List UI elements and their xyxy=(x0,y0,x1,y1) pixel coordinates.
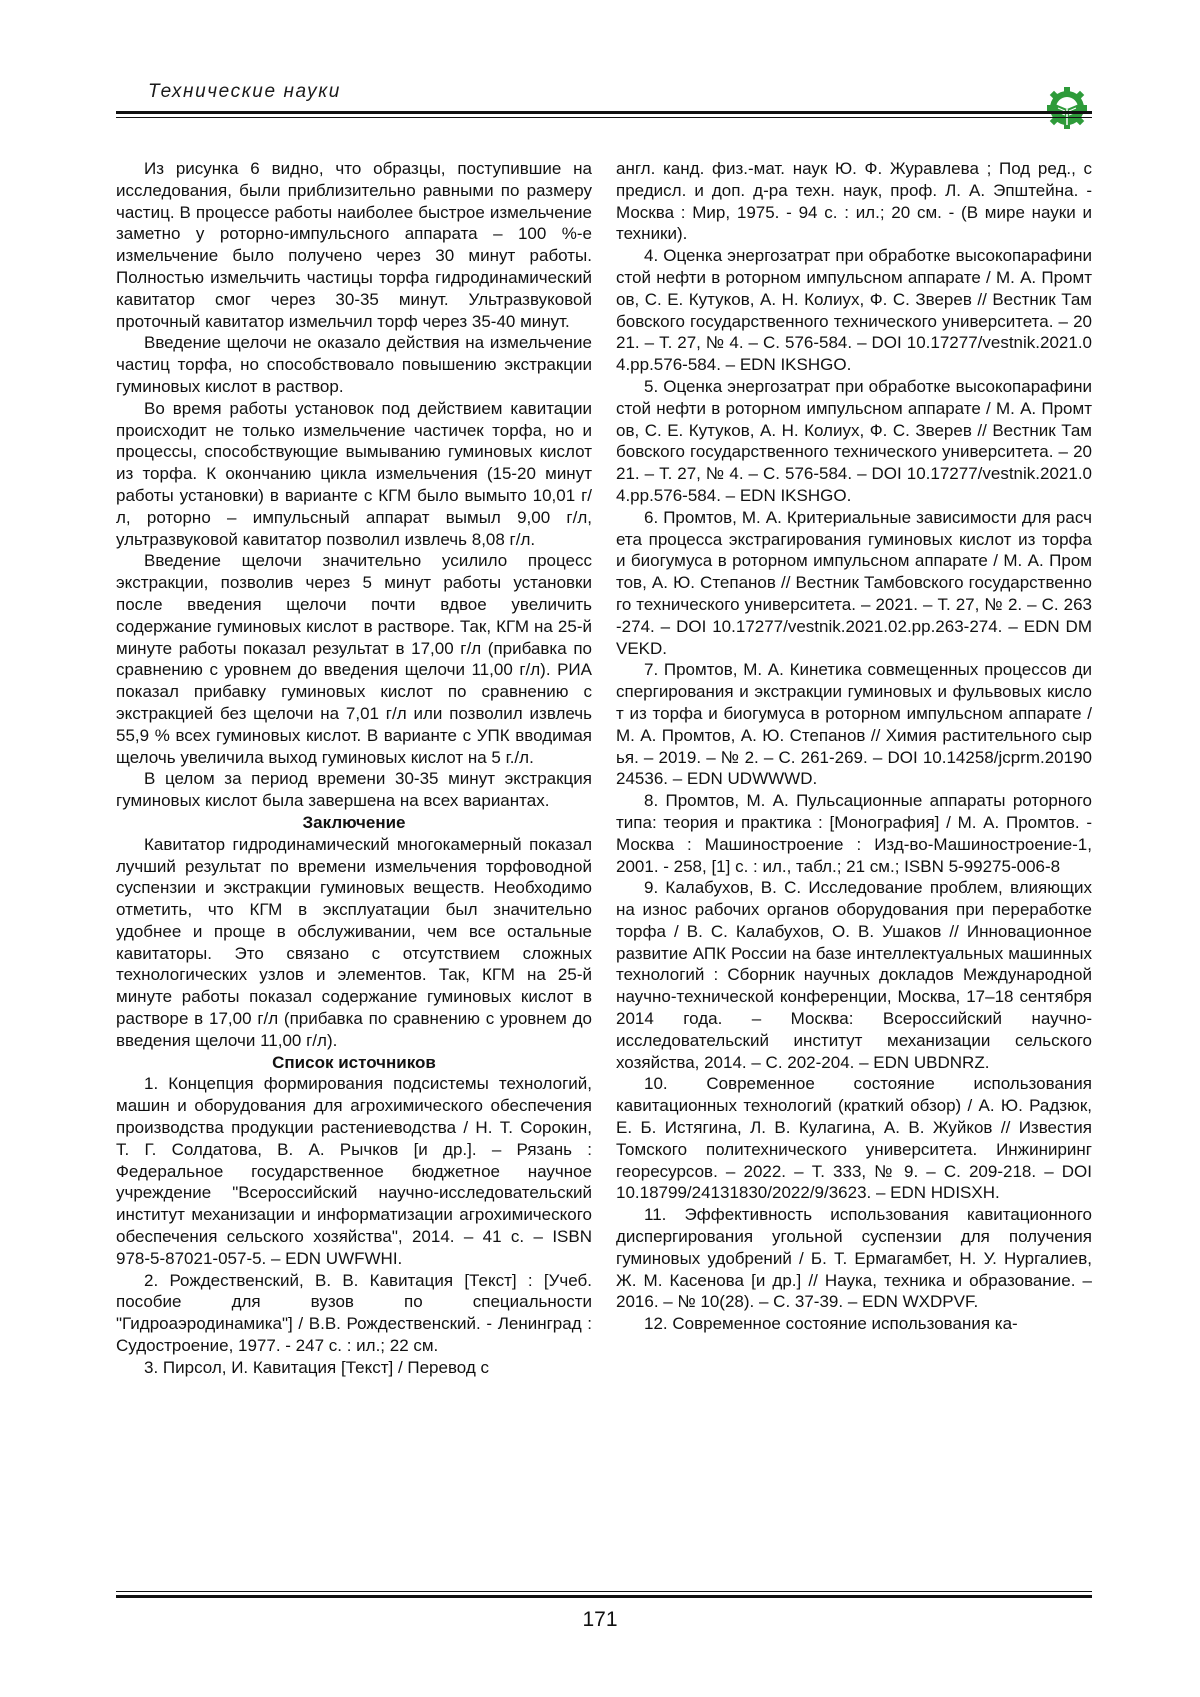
left-column xyxy=(116,158,592,1379)
green-gear-book-icon xyxy=(1046,86,1088,130)
reference-item: 7. Промтов, М. А. Кинетика совмещенных процессов диспергирования и экстракции гуминовых и фульвовых кислот из торфа и биогумуса в роторном импульсном аппарате / М. А. Промтов, А. Ю. Степанов // Химия растительного сырья. – 2019. – № 2. – С. 261-269. – DOI 10.14258/jcprm.2019024536. – EDN UDWWWD. xyxy=(616,660,1092,789)
paragraph: Введение щелочи не оказало действия на измельчение частиц торфа, но способствовало повышению экстракции гуминовых кислот в раствор. xyxy=(116,333,592,396)
reference-item: 5. Оценка энергозатрат при обработке высокопарафинистой нефти в роторном импульсном аппарате / М. А. Промтов, С. Е. Кутуков, А. Н. Колиух, Ф. С. Зверев // Вестник Тамбовского государственного технического университета. – 2021. – Т. 27, № 4. – С. 576-584. – DOI 10.17277/vestnik.2021.04.pp.576-584. – EDN IKSHGO. xyxy=(616,376,1092,505)
references-heading: Список источников xyxy=(272,1052,436,1072)
paragraph: Из рисунка 6 видно, что образцы, поступившие на исследования, были приблизительно равными по размеру частиц. В процессе работы наиболее быстрое измельчение заметно у роторно-импульсного аппарата – 100 %-е измельчение было получено через 30 минут работы. Полностью измельчить частицы торфа гидродинамический кавитатор смог через 30-35 минут. Ультразвуковой проточный кавитатор измельчил торф через 35-40 минут. xyxy=(116,159,592,331)
reference-item: 10. Современное состояние использования кавитационных технологий (краткий обзор) / А. Ю. Радзюк, Е. Б. Истягина, Л. В. Кулагина, А. В. Жуйков // Известия Томского политехнического университета. Инжиниринг георесурсов. – 2022. – Т. 333, № 9. – С. 209-218. – DOI 10.18799/24131830/2022/9/3623. – EDN HDISXH. xyxy=(616,1074,1092,1203)
reference-item: 2. Рождественский, В. В. Кавитация [Текст] : [Учеб. пособие для вузов по специальности "Гидроаэродинамика"] / В.В. Рождественский. - Ленинград : Судостроение, 1977. - 247 с. : ил.; 22 см. xyxy=(116,1270,592,1356)
paragraph: В целом за период времени 30-35 минут экстракция гуминовых кислот была завершена на всех вариантах. xyxy=(116,769,592,811)
reference-item: 12. Современное состояние использования ка- xyxy=(644,1314,1018,1334)
reference-item: 6. Промтов, М. А. Критериальные зависимости для расчета процесса экстрагирования гуминовых кислот из торфа и биогумуса в роторном импульсном аппарате / М. А. Промтов, А. Ю. Степанов // Вестник Тамбовского государственного технического университета. – 2021. – Т. 27, № 2. – С. 263-274. – DOI 10.17277/vestnik.2021.02.pp.263-274. – EDN DMVEKD. xyxy=(616,507,1092,658)
reference-item: 11. Эффективность использования кавитационного диспергирования угольной суспензии для получения гуминовых удобрений / Б. Т. Ермагамбет, Н. У. Нургалиев, Ж. М. Касенова [и др.] // Наука, техника и образование. – 2016. – № 10(28). – С. 37-39. – EDN WXDPVF. xyxy=(616,1205,1092,1312)
footer-rule-thick xyxy=(116,1595,1092,1598)
reference-item: 4. Оценка энергозатрат при обработке высокопарафинистой нефти в роторном импульсном аппарате / М. А. Промтов, С. Е. Кутуков, А. Н. Колиух, Ф. С. Зверев // Вестник Тамбовского государственного технического университета. – 2021. – Т. 27, № 4. – С. 576-584. – DOI 10.17277/vestnik.2021.04.pp.576-584. – EDN IKSHGO. xyxy=(616,246,1092,375)
conclusion-heading: Заключение xyxy=(302,812,406,832)
reference-item: 1. Концепция формирования подсистемы технологий, машин и оборудования для агрохимического обеспечения производства продукции растениеводства / Н. Т. Сорокин, Т. Г. Солдатова, В. А. Рычков [и др.]. – Рязань : Федеральное государственное бюджетное научное учреждение "Всероссийский научно-исследовательский институт механизации и информатизации агрохимического обеспечения сельского хозяйства", 2014. – 41 с. – ISBN 978-5-87021-057-5. – EDN UWFWHI. xyxy=(116,1074,592,1268)
reference-item: 3. Пирсол, И. Кавитация [Текст] / Перевод с xyxy=(144,1357,490,1377)
paragraph: Введение щелочи значительно усилило процесс экстракции, позволив через 5 минут работы установки после введения щелочи почти вдвое увеличить содержание гуминовых кислот в растворе. Так, КГМ на 25-й минуте работы показал результат в 17,00 г/л (прибавка по сравнению с уровнем до введения щелочи 11,00 г/л). РИА показал прибавку гуминовых кислот по сравнению с экстракцией без щелочи на 7,01 г/л или позволил извлечь 55,9 % всех гуминовых кислот. В варианте с УПК вводимая щелочь увеличила выход гуминовых кислот на 5 г./л. xyxy=(116,551,592,767)
page-number: 171 xyxy=(582,1608,618,1631)
header-rule-thin xyxy=(116,117,1092,118)
paragraph: Во время работы установок под действием кавитации происходит не только измельчение частичек торфа, но и процессы, способствующие вымыванию гуминовых кислот из торфа. К окончанию цикла измельчения (15-20 минут работы установки) в варианте с КГМ было вымыто 10,01 г/л, роторно – импульсный аппарат вымыл 9,00 г/л, ультразвуковой кавитатор позволил извлечь 8,08 г/л. xyxy=(116,398,592,549)
reference-continuation: англ. канд. физ.-мат. наук Ю. Ф. Журавлева ; Под ред., с предисл. и доп. д-ра техн. наук, проф. Л. А. Эпштейна. - Москва : Мир, 1975. - 94 с. : ил.; 20 см. - (В мире науки и техники). xyxy=(616,159,1092,244)
header-rule-thick xyxy=(116,111,1092,114)
reference-item: 9. Калабухов, В. С. Исследование проблем, влияющих на износ рабочих органов оборудования при переработке торфа / В. С. Калабухов, О. В. Ушаков // Инновационное развитие АПК России на базе интеллектуальных машинных технологий : Сборник научных докладов Международной научно-технической конференции, Москва, 17–18 сентября 2014 года. – Москва: Всероссийский научно-исследовательский институт механизации сельского хозяйства, 2014. – С. 202-204. – EDN UBDNRZ. xyxy=(616,878,1092,1072)
reference-item: 8. Промтов, М. А. Пульсационные аппараты роторного типа: теория и практика : [Монография] / М. А. Промтов. - Москва : Машиностроение : Изд-во-Машиностроение-1, 2001. - 258, [1] с. : ил., табл.; 21 см.; ISBN 5-99275-006-8 xyxy=(616,791,1092,876)
footer-rule-thin xyxy=(116,1591,1092,1592)
conclusion-text: Кавитатор гидродинамический многокамерный показал лучший результат по времени измельчения торфоводной суспензии и экстракции гуминовых веществ. Необходимо отметить, что КГМ в эксплуатации был значительно удобнее и проще в обслуживании, чем все остальные кавитаторы. Это связано с отсутствием сложных технологических узлов и элементов. Так, КГМ на 25-й минуте работы показал содержание гуминовых кислот в растворе в 17,00 г/л (прибавка по сравнению с уровнем до введения щелочи 11,00 г/л). xyxy=(116,834,592,1050)
section-title: Технические науки xyxy=(148,81,341,102)
right-column xyxy=(616,158,1092,1335)
